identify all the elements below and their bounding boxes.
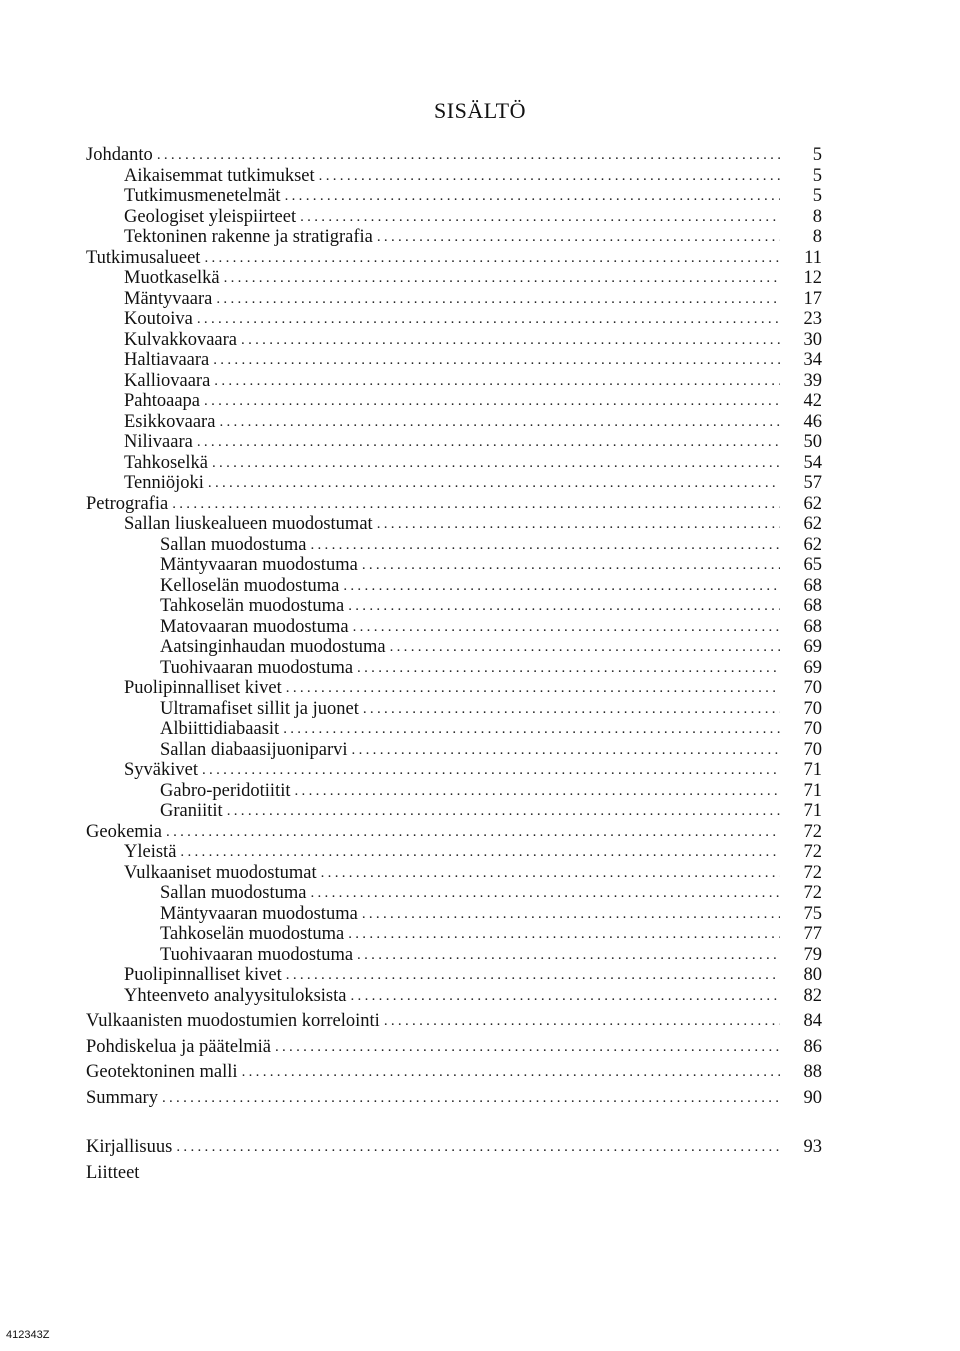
- toc-entry-page: 71: [803, 760, 822, 780]
- toc-entry[interactable]: [160, 779, 822, 801]
- dot-leader: [357, 658, 780, 678]
- toc-entry-label: Pahtoaapa: [124, 391, 201, 411]
- toc-entry-page: 70: [803, 698, 822, 719]
- toc-entry-page: 93: [803, 1137, 822, 1157]
- dot-leader: [204, 248, 780, 268]
- dot-leader: [208, 473, 780, 493]
- toc-entry-page: 5: [812, 145, 822, 165]
- toc-entry[interactable]: [86, 1161, 822, 1183]
- toc-entry[interactable]: [160, 738, 822, 760]
- toc-entry-label: Puolipinnalliset kivet: [124, 965, 282, 985]
- dot-leader: [300, 207, 780, 227]
- toc-entry-page: 82: [803, 985, 822, 1006]
- toc-entry-page: 68: [803, 616, 822, 637]
- dot-leader: [227, 801, 780, 821]
- toc-entry[interactable]: [160, 799, 822, 821]
- toc-entry[interactable]: [124, 307, 822, 329]
- toc-entry-page: 84: [803, 1011, 822, 1031]
- toc-entry-page: 70: [803, 739, 822, 760]
- toc-entry-page: 72: [803, 842, 822, 862]
- toc-entry-page: 70: [803, 719, 822, 739]
- toc-entry-label: Summary: [86, 1087, 158, 1108]
- toc-entry-page: 54: [803, 452, 822, 473]
- toc-entry-page: 11: [804, 247, 822, 268]
- toc-entry-label: Tenniöjoki: [124, 473, 204, 493]
- toc-entry-label: Tuohivaaran muodostuma: [160, 657, 354, 678]
- toc-entry-label: Sallan muodostuma: [160, 883, 307, 903]
- toc-entry[interactable]: [124, 430, 822, 452]
- dot-leader: [377, 514, 780, 534]
- toc-entry-label: Kelloselän muodostuma: [160, 575, 340, 596]
- toc-entry-page: 68: [803, 596, 822, 616]
- toc-entry[interactable]: [86, 492, 822, 514]
- toc-entry-page: 8: [812, 227, 822, 247]
- toc-entry-page: 62: [803, 534, 822, 555]
- dot-leader: [286, 678, 780, 698]
- dot-leader: [197, 309, 780, 329]
- toc-entry-page: 5: [812, 165, 822, 186]
- toc-entry-label: Puolipinnalliset kivet: [124, 678, 282, 698]
- toc-entry-page: 70: [803, 678, 822, 698]
- toc-entry-label: Tutkimusmenetelmät: [124, 186, 281, 206]
- toc-entry[interactable]: [124, 389, 822, 411]
- toc-entry-label: Liitteet: [86, 1162, 140, 1183]
- toc-entry-page: 88: [803, 1062, 822, 1082]
- toc-entry[interactable]: [160, 533, 822, 555]
- toc-entry[interactable]: [124, 225, 822, 247]
- toc-entry-label: Aikaisemmat tutkimukset: [124, 165, 315, 186]
- dot-leader: [286, 965, 780, 985]
- toc-entry-page: 77: [803, 924, 822, 944]
- toc-entry-page: 90: [803, 1087, 822, 1108]
- toc-entry[interactable]: [86, 143, 822, 165]
- dot-leader: [162, 1088, 780, 1108]
- toc-entry-page: 5: [812, 186, 822, 206]
- toc-entry-page: 50: [803, 432, 822, 452]
- toc-entry[interactable]: [160, 594, 822, 616]
- dot-leader: [166, 822, 780, 842]
- dot-leader: [362, 904, 780, 924]
- toc-entry[interactable]: [160, 881, 822, 903]
- toc-entry[interactable]: [86, 1009, 822, 1031]
- toc-entry-label: Ultramafiset sillit ja juonet: [160, 698, 359, 719]
- toc-entry[interactable]: [124, 348, 822, 370]
- toc-entry[interactable]: [86, 1035, 822, 1057]
- toc-entry[interactable]: [124, 328, 822, 350]
- toc-entry[interactable]: [124, 184, 822, 206]
- dot-leader: [241, 330, 780, 350]
- dot-leader: [357, 945, 780, 965]
- toc-entry[interactable]: [160, 922, 822, 944]
- toc-entry-label: Matovaaran muodostuma: [160, 616, 349, 637]
- toc-entry[interactable]: [124, 410, 822, 432]
- toc-entry-label: Tutkimusalueet: [86, 247, 201, 268]
- toc-entry[interactable]: [124, 984, 822, 1006]
- toc-entry-label: Yhteenveto analyysituloksista: [124, 985, 347, 1006]
- toc-entry-label: Geotektoninen malli: [86, 1062, 238, 1082]
- toc-entry-page: 57: [803, 473, 822, 493]
- toc-entry-label: Albiittidiabaasit: [160, 719, 280, 739]
- toc-entry-page: 17: [803, 288, 822, 309]
- toc-entry-page: 86: [803, 1036, 822, 1057]
- toc-entry-page: 68: [803, 575, 822, 596]
- dot-leader: [310, 535, 780, 555]
- toc-entry[interactable]: [86, 1060, 822, 1082]
- dot-leader: [321, 863, 780, 883]
- toc-entry[interactable]: [86, 246, 822, 268]
- toc-entry[interactable]: [124, 205, 822, 227]
- toc-entry-label: Tuohivaaran muodostuma: [160, 944, 354, 965]
- toc-entry-label: Tektoninen rakenne ja stratigrafia: [124, 227, 373, 247]
- dot-leader: [176, 1137, 780, 1157]
- toc-entry[interactable]: [160, 553, 822, 575]
- toc-entry-page: 80: [803, 965, 822, 985]
- dot-leader: [353, 617, 780, 637]
- toc-entry-page: 23: [803, 309, 822, 329]
- toc-entry[interactable]: [160, 656, 822, 678]
- toc-entry[interactable]: [124, 287, 822, 309]
- dot-leader: [348, 596, 780, 616]
- toc-entry-page: 62: [803, 493, 822, 514]
- toc-entry[interactable]: [160, 943, 822, 965]
- toc-entry[interactable]: [160, 717, 822, 739]
- toc-entry-label: Tahkoselän muodostuma: [160, 924, 345, 944]
- toc-entry-label: Geokemia: [86, 821, 163, 842]
- dot-leader: [352, 740, 780, 760]
- dot-leader: [283, 719, 780, 739]
- toc-entry-page: 72: [803, 821, 822, 842]
- toc-entry[interactable]: [124, 512, 822, 534]
- dot-leader: [363, 699, 780, 719]
- dot-leader: [224, 268, 780, 288]
- toc-entry-label: Koutoiva: [124, 309, 193, 329]
- toc-entry-page: 42: [803, 391, 822, 411]
- toc-entry-page: 69: [803, 657, 822, 678]
- dot-leader: [390, 637, 780, 657]
- toc-entry-label: Sallan liuskealueen muodostumat: [124, 514, 373, 534]
- dot-leader: [172, 494, 780, 514]
- toc-entry-label: Gabro-peridotiitit: [160, 780, 291, 801]
- toc-entry-page: 72: [803, 862, 822, 883]
- toc-entry-label: Esikkovaara: [124, 411, 216, 432]
- toc-entry[interactable]: [86, 820, 822, 842]
- dot-leader: [310, 883, 780, 903]
- toc-entry-label: Yleistä: [124, 842, 177, 862]
- toc-entry[interactable]: [124, 676, 822, 698]
- dot-leader: [219, 412, 780, 432]
- toc-entry-label: Vulkaaniset muodostumat: [124, 862, 317, 883]
- toc-entry-label: Pohdiskelua ja päätelmiä: [86, 1036, 271, 1057]
- toc-entry-label: Syväkivet: [124, 760, 198, 780]
- toc-entry[interactable]: [160, 697, 822, 719]
- dot-leader: [216, 289, 780, 309]
- toc-entry-page: 71: [803, 801, 822, 821]
- dot-leader: [343, 576, 780, 596]
- toc-entry-page: 75: [803, 903, 822, 924]
- toc-entry[interactable]: [124, 451, 822, 473]
- toc-entry-page: 39: [803, 370, 822, 391]
- dot-leader: [202, 760, 780, 780]
- dot-leader: [377, 227, 780, 247]
- toc-entry-label: Tahkoselän muodostuma: [160, 596, 345, 616]
- toc-entry[interactable]: [124, 861, 822, 883]
- dot-leader: [213, 350, 780, 370]
- dot-leader: [275, 1037, 780, 1057]
- dot-leader: [214, 371, 780, 391]
- toc-entry-label: Sallan diabaasijuoniparvi: [160, 739, 348, 760]
- dot-leader: [242, 1062, 780, 1082]
- page-title: SISÄLTÖ: [434, 98, 526, 123]
- toc-entry-page: 30: [803, 329, 822, 350]
- dot-leader: [197, 432, 780, 452]
- toc-entry-page: 12: [803, 268, 822, 288]
- toc-entry-label: Kirjallisuus: [86, 1137, 173, 1157]
- toc-entry-label: Geologiset yleispiirteet: [124, 206, 297, 227]
- toc-entry-page: 72: [803, 883, 822, 903]
- toc-entry-page: 46: [803, 411, 822, 432]
- toc-entry-label: Vulkaanisten muodostumien korrelointi: [86, 1011, 380, 1031]
- dot-leader: [384, 1011, 780, 1031]
- toc-entry[interactable]: [86, 1135, 822, 1157]
- dot-leader: [295, 781, 781, 801]
- toc-entry-label: Mäntyvaaran muodostuma: [160, 555, 358, 575]
- document-code: 412343Z: [6, 1329, 50, 1341]
- toc-entry-page: 34: [803, 350, 822, 370]
- toc-entry[interactable]: [124, 164, 822, 186]
- toc-entry[interactable]: [86, 1086, 822, 1108]
- toc-entry-page: 79: [803, 944, 822, 965]
- toc-entry-label: Graniitit: [160, 801, 223, 821]
- toc-entry-label: Petrografia: [86, 493, 169, 514]
- dot-leader: [319, 166, 780, 186]
- toc-entry[interactable]: [160, 635, 822, 657]
- toc-entry-label: Tahkoselkä: [124, 452, 208, 473]
- toc-entry-label: Mäntyvaara: [124, 288, 213, 309]
- dot-leader: [180, 842, 780, 862]
- toc-entry[interactable]: [124, 369, 822, 391]
- toc-entry-page: 69: [803, 637, 822, 657]
- toc-entry-label: Nilivaara: [124, 432, 193, 452]
- dot-leader: [285, 186, 780, 206]
- toc-entry-label: Haltiavaara: [124, 350, 210, 370]
- toc-entry-label: Aatsinginhaudan muodostuma: [160, 637, 386, 657]
- toc-entry-label: Kulvakkovaara: [124, 329, 238, 350]
- toc-entry[interactable]: [124, 758, 822, 780]
- dot-leader: [212, 453, 780, 473]
- toc-entry-page: 71: [803, 780, 822, 801]
- toc-entry-label: Kalliovaara: [124, 370, 211, 391]
- toc-entry-label: Mäntyvaaran muodostuma: [160, 903, 358, 924]
- toc-entry-label: Sallan muodostuma: [160, 534, 307, 555]
- dot-leader: [157, 145, 780, 165]
- toc-entry-label: Johdanto: [86, 145, 153, 165]
- toc-entry[interactable]: [160, 615, 822, 637]
- toc-entry-page: 62: [803, 514, 822, 534]
- toc-entry[interactable]: [124, 266, 822, 288]
- toc-entry[interactable]: [124, 471, 822, 493]
- toc-entry[interactable]: [160, 574, 822, 596]
- toc-entry-label: Muotkaselkä: [124, 268, 220, 288]
- toc-entry[interactable]: [160, 902, 822, 924]
- dot-leader: [204, 391, 780, 411]
- toc-entry[interactable]: [124, 963, 822, 985]
- dot-leader: [350, 986, 780, 1006]
- dot-leader: [348, 924, 780, 944]
- dot-leader: [362, 555, 780, 575]
- toc-entry-page: 8: [812, 206, 822, 227]
- toc-entry-page: 65: [803, 555, 822, 575]
- toc-entry[interactable]: [124, 840, 822, 862]
